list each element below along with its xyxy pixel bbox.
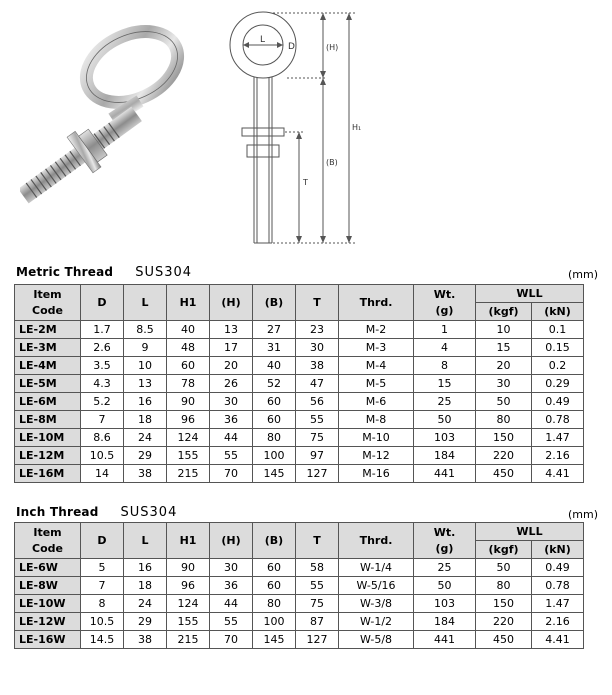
table-cell: 100 <box>253 613 296 631</box>
table-cell: 75 <box>296 595 339 613</box>
table-cell: 1.7 <box>81 321 124 339</box>
item-code-cell: LE-16W <box>15 631 81 649</box>
table-cell: 4 <box>414 339 476 357</box>
table-cell: 60 <box>253 411 296 429</box>
table-cell: 70 <box>210 465 253 483</box>
table-cell: 23 <box>296 321 339 339</box>
table-cell: 30 <box>210 559 253 577</box>
table-cell: 55 <box>210 447 253 465</box>
table-cell: 5 <box>81 559 124 577</box>
table-cell: 50 <box>414 411 476 429</box>
table-cell: 14.5 <box>81 631 124 649</box>
table-cell: 450 <box>476 465 532 483</box>
header-item-code: Item Code <box>15 523 81 559</box>
table-cell: 24 <box>124 429 167 447</box>
table-cell: 145 <box>253 631 296 649</box>
table-cell: M-10 <box>339 429 414 447</box>
table-cell: 27 <box>253 321 296 339</box>
table-row <box>15 411 584 429</box>
item-code-cell: LE-10W <box>15 595 81 613</box>
header-item-code: Item Code <box>15 285 81 321</box>
table-row <box>15 429 584 447</box>
table-cell: 150 <box>476 595 532 613</box>
table-cell: 5.2 <box>81 393 124 411</box>
header-wt: Wt. (g) <box>414 285 476 321</box>
table-cell: 50 <box>476 559 532 577</box>
table-cell: 44 <box>210 429 253 447</box>
table-cell: 56 <box>296 393 339 411</box>
table-cell: 44 <box>210 595 253 613</box>
header-wt: Wt. (g) <box>414 523 476 559</box>
header-h: (H) <box>210 285 253 321</box>
table-cell: 0.2 <box>532 357 584 375</box>
table-cell: M-8 <box>339 411 414 429</box>
table-cell: 0.78 <box>532 577 584 595</box>
table-cell: 0.1 <box>532 321 584 339</box>
table-cell: 25 <box>414 559 476 577</box>
table-cell: 2.16 <box>532 613 584 631</box>
item-code-cell: LE-2M <box>15 321 81 339</box>
table-cell: 8.5 <box>124 321 167 339</box>
table-cell: 184 <box>414 447 476 465</box>
table-cell: 70 <box>210 631 253 649</box>
metric-title: Metric Thread <box>16 265 114 279</box>
table-cell: 14 <box>81 465 124 483</box>
inch-section-title <box>16 505 177 520</box>
table-cell: 10.5 <box>81 613 124 631</box>
table-cell: 15 <box>414 375 476 393</box>
table-cell: 75 <box>296 429 339 447</box>
table-cell: 155 <box>167 447 210 465</box>
header-d: D <box>81 285 124 321</box>
table-cell: 4.41 <box>532 465 584 483</box>
table-cell: 8 <box>414 357 476 375</box>
header-thrd: Thrd. <box>339 285 414 321</box>
table-cell: 1.47 <box>532 429 584 447</box>
header-thrd: Thrd. <box>339 523 414 559</box>
table-cell: W-1/2 <box>339 613 414 631</box>
inch-table-body <box>15 559 584 649</box>
table-cell: 0.49 <box>532 393 584 411</box>
table-cell: 13 <box>210 321 253 339</box>
table-cell: M-6 <box>339 393 414 411</box>
table-cell: 2.16 <box>532 447 584 465</box>
table-cell: 0.78 <box>532 411 584 429</box>
table-cell: 220 <box>476 613 532 631</box>
table-cell: 18 <box>124 411 167 429</box>
table-cell: 145 <box>253 465 296 483</box>
item-code-cell: LE-4M <box>15 357 81 375</box>
table-cell: 90 <box>167 559 210 577</box>
table-cell: 184 <box>414 613 476 631</box>
metric-section-title <box>16 265 192 280</box>
table-cell: 8 <box>81 595 124 613</box>
table-cell: 31 <box>253 339 296 357</box>
table-cell: 150 <box>476 429 532 447</box>
table-cell: 100 <box>253 447 296 465</box>
header-kn: (kN) <box>532 303 584 321</box>
table-cell: 60 <box>253 559 296 577</box>
table-row <box>15 393 584 411</box>
item-code-cell: LE-8W <box>15 577 81 595</box>
table-cell: 24 <box>124 595 167 613</box>
table-cell: 3.5 <box>81 357 124 375</box>
table-cell: M-5 <box>339 375 414 393</box>
table-cell: 80 <box>253 595 296 613</box>
table-cell: M-16 <box>339 465 414 483</box>
table-cell: 155 <box>167 613 210 631</box>
metric-material: SUS304 <box>135 265 193 280</box>
table-cell: W-1/4 <box>339 559 414 577</box>
table-cell: 55 <box>210 613 253 631</box>
table-cell: 30 <box>210 393 253 411</box>
table-cell: 40 <box>167 321 210 339</box>
header-h1: H1 <box>167 523 210 559</box>
table-cell: M-4 <box>339 357 414 375</box>
table-cell: 80 <box>253 429 296 447</box>
metric-spec-table <box>14 284 584 483</box>
table-cell: 50 <box>476 393 532 411</box>
table-cell: 38 <box>296 357 339 375</box>
table-cell: 0.15 <box>532 339 584 357</box>
table-cell: 7 <box>81 411 124 429</box>
label-t: T <box>303 178 308 187</box>
inch-material: SUS304 <box>120 505 178 520</box>
table-row <box>15 321 584 339</box>
table-cell: W-3/8 <box>339 595 414 613</box>
table-cell: 97 <box>296 447 339 465</box>
table-cell: M-2 <box>339 321 414 339</box>
header-l: L <box>124 523 167 559</box>
table-cell: 87 <box>296 613 339 631</box>
table-cell: 9 <box>124 339 167 357</box>
table-cell: 1.47 <box>532 595 584 613</box>
table-cell: W-5/8 <box>339 631 414 649</box>
table-cell: 127 <box>296 631 339 649</box>
item-code-cell: LE-6M <box>15 393 81 411</box>
header-h1: H1 <box>167 285 210 321</box>
header-b: (B) <box>253 523 296 559</box>
table-cell: 0.29 <box>532 375 584 393</box>
table-cell: 60 <box>253 393 296 411</box>
header-d: D <box>81 523 124 559</box>
table-cell: 60 <box>253 577 296 595</box>
table-cell: 80 <box>476 411 532 429</box>
table-cell: 96 <box>167 577 210 595</box>
table-cell: 48 <box>167 339 210 357</box>
table-cell: 10 <box>124 357 167 375</box>
item-code-cell: LE-5M <box>15 375 81 393</box>
table-cell: 20 <box>210 357 253 375</box>
header-b: (B) <box>253 285 296 321</box>
table-cell: 1 <box>414 321 476 339</box>
table-cell: 18 <box>124 577 167 595</box>
table-row <box>15 631 584 649</box>
table-cell: 127 <box>296 465 339 483</box>
label-l: L <box>260 35 266 45</box>
table-cell: 38 <box>124 631 167 649</box>
table-row <box>15 357 584 375</box>
item-code-cell: LE-6W <box>15 559 81 577</box>
table-cell: 215 <box>167 631 210 649</box>
table-cell: M-3 <box>339 339 414 357</box>
header-t: T <box>296 523 339 559</box>
table-cell: 124 <box>167 429 210 447</box>
table-cell: 215 <box>167 465 210 483</box>
table-cell: 52 <box>253 375 296 393</box>
eye-bolt-photo <box>20 15 205 215</box>
table-cell: M-12 <box>339 447 414 465</box>
table-cell: 55 <box>296 411 339 429</box>
header-wll: WLL <box>476 523 584 541</box>
table-cell: 13 <box>124 375 167 393</box>
table-cell: 36 <box>210 577 253 595</box>
metric-table-body <box>15 321 584 483</box>
label-h: (H) <box>326 43 339 52</box>
inch-title: Inch Thread <box>16 505 99 519</box>
label-b: (B) <box>326 158 338 167</box>
table-row <box>15 613 584 631</box>
table-cell: 103 <box>414 595 476 613</box>
table-cell: 450 <box>476 631 532 649</box>
table-cell: 4.3 <box>81 375 124 393</box>
header-kn: (kN) <box>532 541 584 559</box>
table-cell: 8.6 <box>81 429 124 447</box>
table-cell: 30 <box>476 375 532 393</box>
table-cell: 30 <box>296 339 339 357</box>
item-code-cell: LE-8M <box>15 411 81 429</box>
table-row <box>15 465 584 483</box>
table-cell: 2.6 <box>81 339 124 357</box>
table-cell: 220 <box>476 447 532 465</box>
item-code-cell: LE-3M <box>15 339 81 357</box>
table-cell: 50 <box>414 577 476 595</box>
table-cell: 60 <box>167 357 210 375</box>
table-cell: 38 <box>124 465 167 483</box>
table-cell: W-5/16 <box>339 577 414 595</box>
table-row <box>15 339 584 357</box>
table-cell: 96 <box>167 411 210 429</box>
table-cell: 47 <box>296 375 339 393</box>
table-cell: 441 <box>414 465 476 483</box>
table-cell: 90 <box>167 393 210 411</box>
inch-spec-table <box>14 522 584 649</box>
table-cell: 25 <box>414 393 476 411</box>
header-t: T <box>296 285 339 321</box>
table-cell: 80 <box>476 577 532 595</box>
table-row <box>15 559 584 577</box>
table-cell: 15 <box>476 339 532 357</box>
table-cell: 58 <box>296 559 339 577</box>
table-cell: 4.41 <box>532 631 584 649</box>
table-cell: 29 <box>124 613 167 631</box>
table-cell: 10.5 <box>81 447 124 465</box>
table-cell: 36 <box>210 411 253 429</box>
table-cell: 20 <box>476 357 532 375</box>
table-cell: 78 <box>167 375 210 393</box>
item-code-cell: LE-12M <box>15 447 81 465</box>
item-code-cell: LE-16M <box>15 465 81 483</box>
table-cell: 0.49 <box>532 559 584 577</box>
table-cell: 441 <box>414 631 476 649</box>
header-l: L <box>124 285 167 321</box>
inch-unit: (mm) <box>567 508 598 521</box>
table-cell: 124 <box>167 595 210 613</box>
table-cell: 16 <box>124 393 167 411</box>
table-cell: 17 <box>210 339 253 357</box>
table-row <box>15 595 584 613</box>
header-wll: WLL <box>476 285 584 303</box>
header-kgf: (kgf) <box>476 303 532 321</box>
table-cell: 103 <box>414 429 476 447</box>
header-kgf: (kgf) <box>476 541 532 559</box>
table-cell: 16 <box>124 559 167 577</box>
label-h1: H₁ <box>352 123 362 132</box>
table-cell: 29 <box>124 447 167 465</box>
table-row <box>15 577 584 595</box>
table-row <box>15 375 584 393</box>
label-d: D <box>288 42 295 52</box>
table-row <box>15 447 584 465</box>
table-cell: 10 <box>476 321 532 339</box>
item-code-cell: LE-12W <box>15 613 81 631</box>
table-cell: 40 <box>253 357 296 375</box>
header-h: (H) <box>210 523 253 559</box>
dimension-drawing <box>215 5 365 245</box>
table-cell: 55 <box>296 577 339 595</box>
table-cell: 26 <box>210 375 253 393</box>
item-code-cell: LE-10M <box>15 429 81 447</box>
table-cell: 7 <box>81 577 124 595</box>
metric-unit: (mm) <box>567 268 598 281</box>
